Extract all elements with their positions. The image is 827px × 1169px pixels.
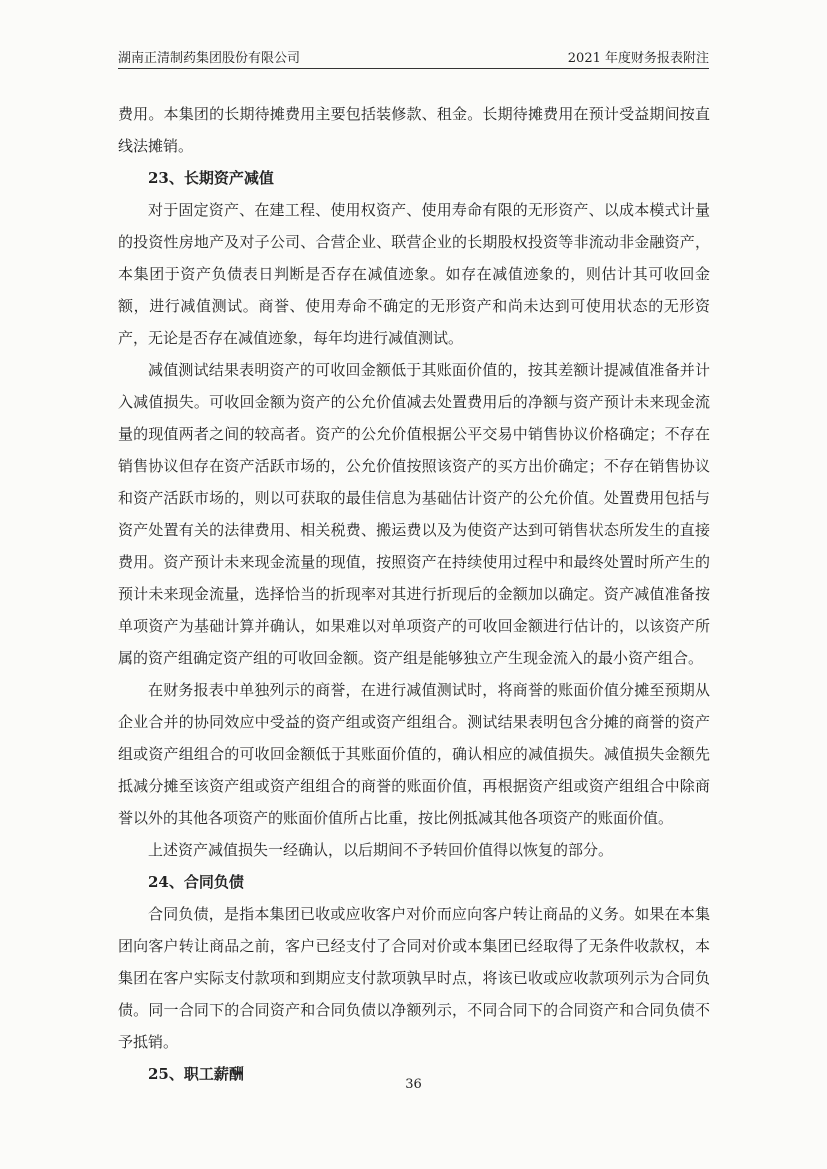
paragraph-impairment-scope: 对于固定资产、在建工程、使用权资产、使用寿命有限的无形资产、以成本模式计量的投资性房地产及对子公司、合营企业、联营企业的长期股权投资等非流动非金融资产，本集团于资产负债表日判断是否存在减值迹象。如存在减值迹象的，则估计其可收回金额，进行减值测试。商誉、使用寿命不确定的无形资产和尚未达到可使用状态的无形资产，无论是否存在减值迹象，每年均进行减值测试。 xyxy=(118,201,710,347)
company-name: 湖南正清制药集团股份有限公司 xyxy=(118,51,301,66)
paragraph-contract-liabilities: 合同负债，是指本集团已收或应收客户对价而应向客户转让商品的义务。如果在本集团向客户转让商品之前，客户已经支付了合同对价或本集团已经取得了无条件收款权，本集团在客户实际支付款项和到期应支付款项孰早时点，将该已收或应收款项列示为合同负债。同一合同下的合同资产和合同负债以净额列示，不同合同下的合同资产和合同负债不予抵销。 xyxy=(118,905,710,1051)
report-title: 2021 年度财务报表附注 xyxy=(567,51,709,66)
document-body xyxy=(118,98,710,1090)
section-heading-23: 23、长期资产减值 xyxy=(148,169,274,187)
section-heading-25: 25、职工薪酬 xyxy=(148,1065,244,1083)
paragraph-impairment-test: 减值测试结果表明资产的可收回金额低于其账面价值的，按其差额计提减值准备并计入减值损失。可收回金额为资产的公允价值减去处置费用后的净额与资产预计未来现金流量的现值两者之间的较高者。资产的公允价值根据公平交易中销售协议价格确定；不存在销售协议但存在资产活跃市场的，公允价值按照该资产的买方出价确定；不存在销售协议和资产活跃市场的，则以可获取的最佳信息为基础估计资产的公允价值。处置费用包括与资产处置有关的法律费用、相关税费、搬运费以及为使资产达到可销售状态所发生的直接费用。资产预计未来现金流量的现值，按照资产在持续使用过程中和最终处置时所产生的预计未来现金流量，选择恰当的折现率对其进行折现后的金额加以确定。资产减值准备按单项资产为基础计算并确认，如果难以对单项资产的可收回金额进行估计的，以该资产所属的资产组确定资产组的可收回金额。资产组是能够独立产生现金流入的最小资产组合。 xyxy=(118,361,710,667)
page-number: 36 xyxy=(405,1077,422,1092)
paragraph-continuation: 费用。本集团的长期待摊费用主要包括装修款、租金。长期待摊费用在预计受益期间按直线法摊销。 xyxy=(118,105,710,155)
paragraph-no-reversal: 上述资产减值损失一经确认，以后期间不予转回价值得以恢复的部分。 xyxy=(148,841,614,859)
section-heading-24: 24、合同负债 xyxy=(148,873,244,891)
page-header xyxy=(118,44,709,69)
paragraph-goodwill: 在财务报表中单独列示的商誉，在进行减值测试时，将商誉的账面价值分摊至预期从企业合并的协同效应中受益的资产组或资产组组合。测试结果表明包含分摊的商誉的资产组或资产组组合的可收回金额低于其账面价值的，确认相应的减值损失。减值损失金额先抵减分摊至该资产组或资产组组合的商誉的账面价值，再根据资产组或资产组组合中除商誉以外的其他各项资产的账面价值所占比重，按比例抵减其他各项资产的账面价值。 xyxy=(118,681,710,827)
